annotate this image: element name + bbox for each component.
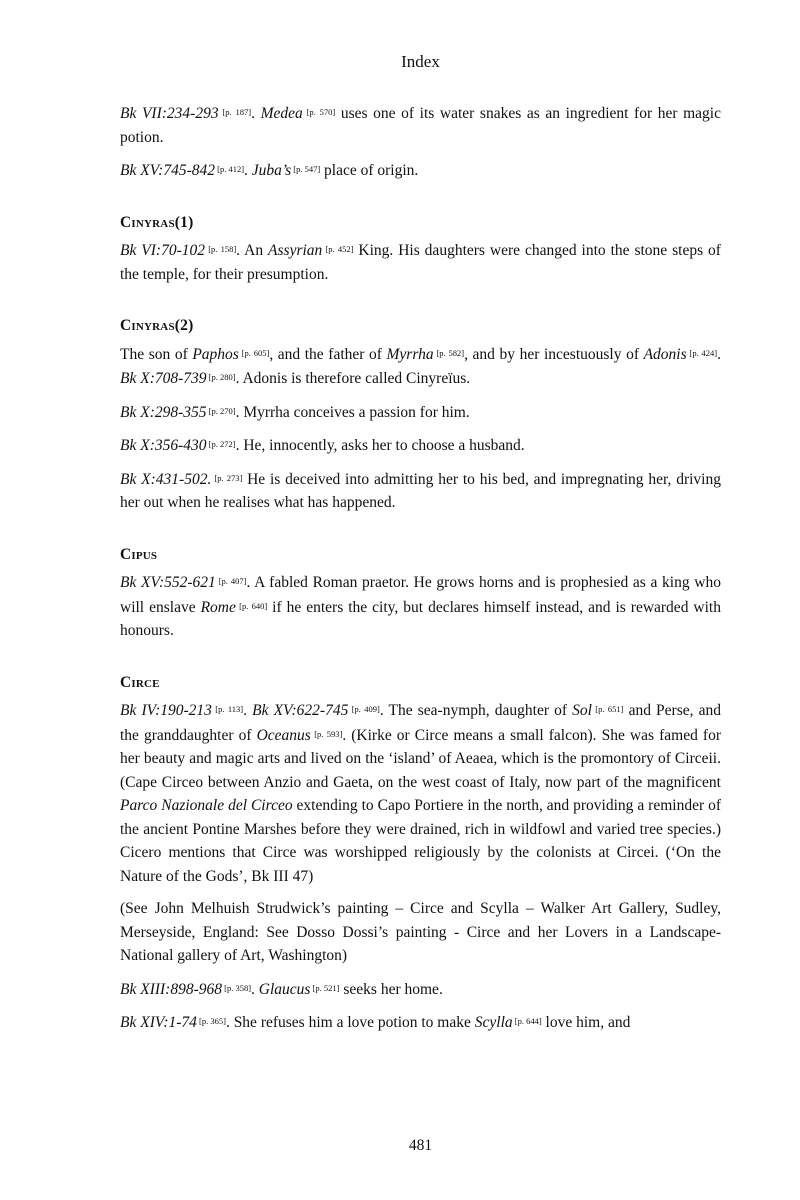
page-reference: [p. 582]	[433, 347, 465, 358]
book-reference: Bk X:356-430	[120, 437, 207, 454]
page-reference: [p. 270]	[206, 405, 236, 416]
entry-text: . An	[236, 242, 269, 259]
index-entry	[120, 570, 721, 643]
book-reference: Adonis	[643, 345, 687, 363]
page-reference: [p. 273]	[211, 472, 243, 483]
book-reference: Bk XV:622-745	[252, 702, 349, 719]
entry-text: . A fabled Roman praetor. He grows horns and is prophesied as a king who will enslave	[120, 574, 721, 616]
index-entry	[120, 433, 721, 458]
entry-text: , and the father of	[269, 345, 387, 363]
entry-text: place of origin.	[320, 162, 419, 179]
entry-text: . The sea-nymph, daughter of	[379, 702, 573, 719]
page-reference: [p. 113]	[211, 704, 244, 714]
page-number: 481	[408, 1137, 433, 1154]
page-reference: [p. 365]	[196, 1016, 226, 1026]
page-reference: [p. 452]	[322, 244, 354, 254]
page-reference: [p. 640]	[235, 600, 268, 611]
entry-text: and Perse, and the granddaughter of	[120, 702, 721, 744]
index-content	[120, 101, 721, 1044]
page-reference: [p. 272]	[206, 439, 236, 449]
entry-text: .	[244, 162, 252, 179]
entry-text: love him, and	[541, 1014, 631, 1031]
entry-text: . He, innocently, asks her to choose a husband.	[235, 437, 525, 454]
book-reference: Assyrian	[268, 242, 323, 259]
book-reference: Sol	[572, 702, 592, 719]
page-reference: [p. 158]	[205, 244, 237, 254]
index-entry	[120, 1010, 721, 1035]
entry-heading: Cinyras(2)	[120, 317, 194, 334]
entry-text: King. His daughters were changed into the stone steps of the temple, for their presumption.	[120, 242, 721, 283]
book-reference: Bk X:431-502.	[120, 470, 212, 488]
index-entry	[120, 698, 721, 888]
index-entry	[120, 101, 721, 149]
book-reference: Oceanus	[256, 726, 311, 744]
entry-text: . She refuses him a love potion to make	[225, 1014, 475, 1031]
entry-text: .	[251, 105, 261, 122]
entry-text: uses one of its water snakes as an ingredient for her magic potion.	[120, 105, 721, 146]
book-reference: Bk VII:234-293	[120, 105, 219, 122]
page-reference: [p. 409]	[348, 704, 380, 714]
page-reference: [p. 358]	[222, 982, 252, 993]
entry-text: . Myrrha conceives a passion for him.	[235, 403, 470, 421]
index-entry	[120, 238, 721, 286]
book-reference: Bk X:708-739	[120, 370, 207, 387]
book-reference: Bk XIV:1-74	[120, 1014, 197, 1031]
entry-text: The son of	[120, 345, 193, 363]
book-reference: Bk IV:190-213	[120, 702, 212, 719]
book-reference: Bk VI:70-102	[120, 242, 205, 259]
page-reference: [p. 651]	[591, 704, 624, 714]
page-reference: [p. 605]	[238, 347, 270, 358]
entry-heading: Cipus	[120, 545, 158, 563]
page-reference: [p. 187]	[218, 107, 252, 117]
book-reference: Bk X:298-355	[120, 403, 207, 421]
entry-text: extending to Capo Portiere in the north, and providing a reminder of the ancient Pontine Marshes before they were drained, rich in wildfowl and varied tree species.) Cicero mentions that Circe was worshipped religiously by the colonists at Circei. (‘On the Nature of the Gods’, Bk III 47)	[120, 797, 721, 885]
index-entry	[120, 342, 721, 391]
index-entry	[120, 158, 721, 183]
page-reference: [p. 412]	[214, 164, 245, 174]
page-reference: [p. 521]	[310, 982, 340, 993]
page-reference: [p. 570]	[302, 107, 336, 117]
entry-text: He is deceived into admitting her to his bed, and impregnating her, driving her out when he realises what has happened.	[120, 470, 721, 511]
index-entry	[120, 400, 721, 425]
index-entry	[120, 467, 721, 515]
entry-text: (See John Melhuish Strudwick’s painting – Circe and Scylla – Walker Art Gallery, Sudley, Merseyside, England: See Dosso Dossi’s painting - Circe and her Lovers in a Landscape- National gallery of Art, Washington)	[120, 900, 721, 964]
entry-text: .	[717, 345, 722, 363]
book-reference: Bk XIII:898-968	[120, 980, 222, 998]
book-reference: Paphos	[192, 345, 239, 363]
entry-text: .	[243, 702, 253, 719]
entry-text: if he enters the city, but declares himself instead, and is rewarded with honours.	[120, 598, 721, 639]
running-header: Index	[401, 52, 440, 71]
book-reference: Medea	[260, 105, 303, 122]
page-reference: [p. 424]	[686, 347, 718, 358]
index-entry	[120, 977, 721, 1002]
entry-text: . (Kirke or Circe means a small falcon). She was famed for her beauty and magic arts and lived on the ‘island’ of Aeaea, which is the promontory of Circeii. (Cape Circeo between Anzio and Gaeta, on the west coast of Italy, now part of the magnificent	[120, 726, 721, 791]
book-reference: Bk XV:745-842	[120, 162, 215, 179]
document-page	[120, 0, 721, 1200]
page-reference: [p. 280]	[206, 372, 236, 382]
page-reference: [p. 407]	[215, 576, 247, 586]
book-reference: Juba’s	[251, 162, 292, 179]
entry-text: seeks her home.	[339, 980, 443, 998]
book-reference: Bk XV:552-621	[120, 574, 216, 591]
book-reference: Myrrha	[386, 345, 434, 363]
page-reference: [p. 644]	[512, 1016, 542, 1026]
entry-text: . Adonis is therefore called Cinyreïus.	[235, 370, 471, 387]
book-reference: Glaucus	[258, 980, 311, 998]
index-entry	[120, 897, 721, 968]
page-reference: [p. 547]	[291, 164, 321, 174]
entry-text: .	[251, 980, 259, 998]
page-reference: [p. 593]	[310, 728, 343, 739]
entry-text: , and by her incestuously of	[464, 345, 644, 363]
book-reference: Parco Nazionale del Circeo	[120, 797, 293, 814]
book-reference: Rome	[200, 598, 236, 616]
entry-heading: Cinyras(1)	[120, 213, 194, 231]
entry-heading: Circe	[120, 673, 160, 691]
book-reference: Scylla	[474, 1014, 513, 1031]
